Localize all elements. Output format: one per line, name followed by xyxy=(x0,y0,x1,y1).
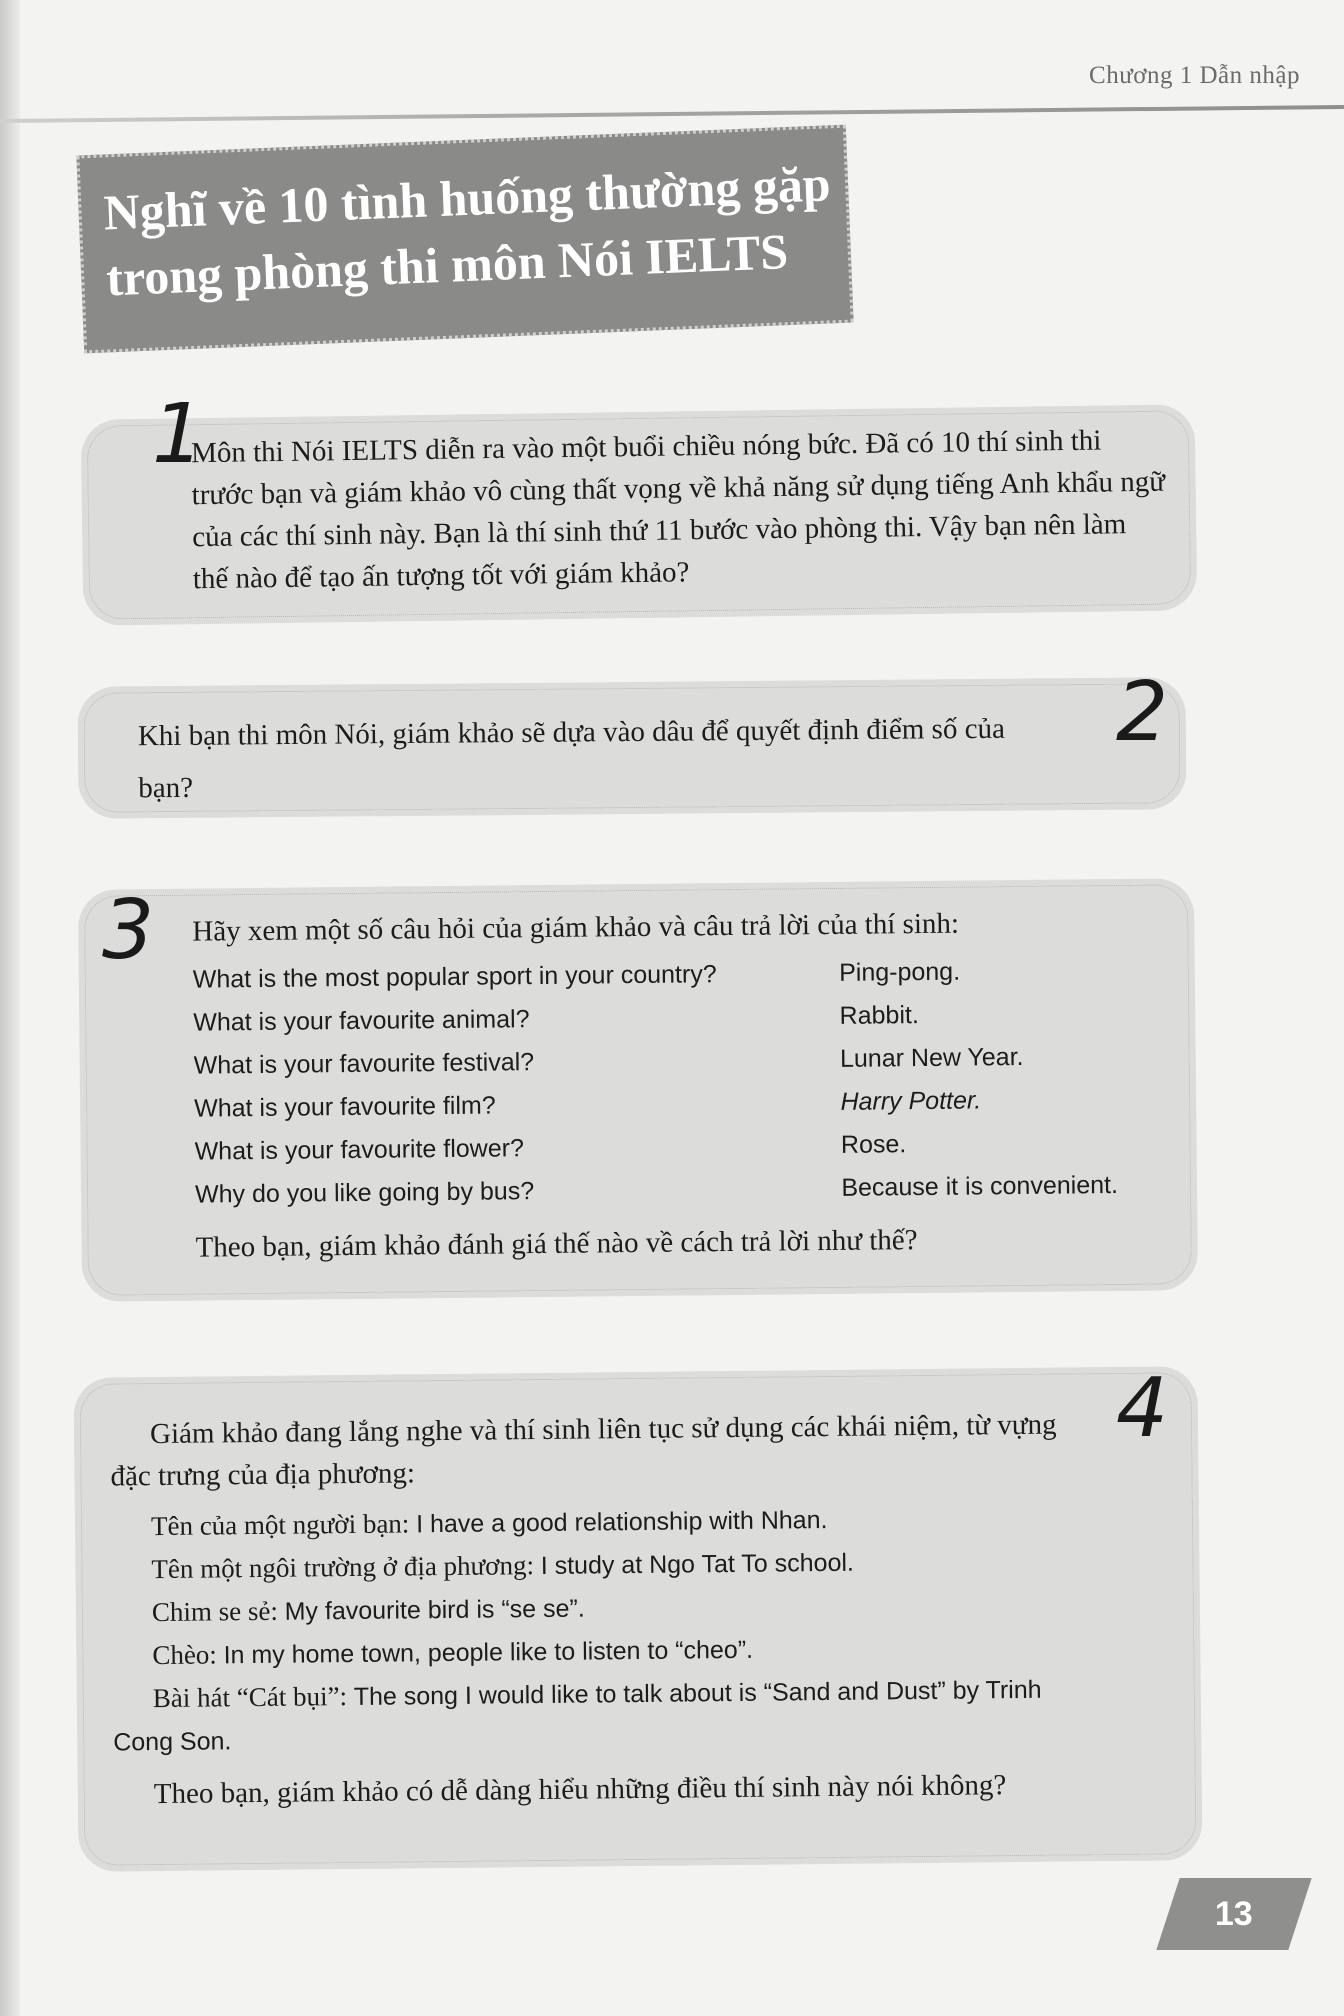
qa-answer: Lunar New Year. xyxy=(839,1042,1024,1073)
qa-answer: Rose. xyxy=(840,1130,907,1159)
situation-1-text: Môn thi Nói IELTS diễn ra vào một buổi chiều nóng bức. Đã có 10 thí sinh thi trước bạn và giám khảo vô cùng thất vọng về khả năng sử dụng tiếng Anh khẩu ngữ của các thí sinh này. Bạn là thí sinh thứ 11 bước vào phòng thi. Vậy bạn nên làm thế nào để tạo ấn tượng tốt với giám khảo? xyxy=(190,424,1166,596)
qa-question: What is your favourite flower? xyxy=(194,1134,525,1166)
situation-2-number: 2 xyxy=(1116,665,1169,760)
example-text: In my home town, people like to listen to “cheo”. xyxy=(223,1635,754,1670)
example-label: Tên của một người bạn: xyxy=(150,1508,417,1542)
situation-3-box xyxy=(78,878,1198,1302)
qa-question: What is the most popular sport in your country? xyxy=(192,960,717,994)
qa-question: What is your favourite film? xyxy=(194,1091,496,1123)
situation-3-question: Theo bạn, giám khảo đánh giá thế nào về cách trả lời như thế? xyxy=(195,1224,918,1264)
qa-answer: Rabbit. xyxy=(839,1001,919,1030)
example-text: I study at Ngo Tat To school. xyxy=(540,1548,855,1581)
qa-list xyxy=(193,948,1168,1216)
example-label: Chèo: xyxy=(152,1639,224,1671)
situation-4-question: Theo bạn, giám khảo có dễ dàng hiểu những điều thí sinh này nói không? xyxy=(153,1769,1007,1811)
situation-2-box xyxy=(77,677,1186,819)
situation-2-text: Khi bạn thi môn Nói, giám khảo sẽ dựa vào dâu để quyết định điểm số của bạn? xyxy=(137,712,1006,805)
page-edge xyxy=(0,0,20,2016)
situation-1-number: 1 xyxy=(152,387,205,482)
chapter-header: Chương 1 Dẫn nhập xyxy=(1089,62,1300,89)
qa-question: What is your favourite festival? xyxy=(193,1048,535,1080)
title-banner xyxy=(76,125,853,354)
page-number-badge xyxy=(1156,1878,1311,1950)
example-label: Tên một ngôi trường ở địa phương: xyxy=(151,1550,541,1585)
example-line xyxy=(113,1668,1062,1764)
title-line-1: Nghĩ về 10 tình huống thường gặp xyxy=(102,155,832,241)
top-rule xyxy=(0,105,1344,123)
example-label: Chim se sẻ: xyxy=(151,1595,285,1628)
situation-4-box xyxy=(73,1361,1202,1872)
situation-3-intro: Hãy xem một số câu hỏi của giám khảo và câu trả lời của thí sinh: xyxy=(192,907,960,948)
situation-3-number: 3 xyxy=(102,883,155,978)
example-text: The song I would like to talk about is “Sand and Dust” by Trinh Cong Son. xyxy=(113,1675,1042,1757)
title-line-2: trong phòng thi môn Nói IELTS xyxy=(105,223,790,307)
situation-4-intro: Giám khảo đang lắng nghe và thí sinh liên tục sử dụng các khái niệm, từ vựng đặc trưng của địa phương: xyxy=(110,1408,1057,1493)
situation-1-box xyxy=(81,404,1198,626)
example-label: Bài hát “Cát bụi”: xyxy=(152,1680,354,1714)
qa-row xyxy=(195,1163,1167,1216)
qa-answer: Ping-pong. xyxy=(838,957,961,987)
qa-answer: Because it is convenient. xyxy=(841,1170,1119,1202)
example-text: My favourite bird is “se se”. xyxy=(284,1594,585,1626)
example-text: I have a good relationship with Nhan. xyxy=(415,1506,828,1539)
qa-question: Why do you like going by bus? xyxy=(194,1177,535,1209)
qa-question: What is your favourite animal? xyxy=(193,1005,530,1037)
qa-answer: Harry Potter. xyxy=(840,1086,982,1116)
page-number: 13 xyxy=(1215,1894,1253,1933)
situation-4-number: 4 xyxy=(1116,1361,1169,1456)
